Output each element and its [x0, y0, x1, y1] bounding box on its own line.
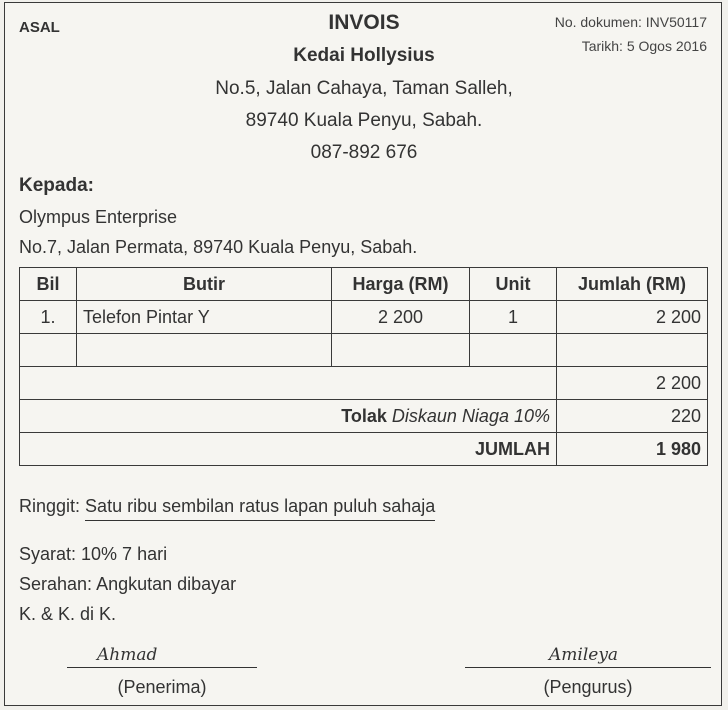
discount-prefix: Tolak	[341, 405, 387, 426]
row-butir: Telefon Pintar Y	[77, 301, 332, 334]
manager-signature: Amileya	[549, 645, 619, 665]
discount-label-cell	[20, 400, 557, 433]
document-number: No. dokumen: INV50117	[554, 14, 707, 30]
items-table	[19, 267, 708, 466]
subtotal-row	[20, 367, 708, 400]
terms-serahan: Serahan: Angkutan dibayar	[19, 574, 237, 594]
invoice-title: INVOIS	[328, 11, 400, 34]
table-row-empty	[20, 334, 708, 367]
receiver-signature: Ahmad	[97, 645, 158, 665]
shop-name: Kedai Hollysius	[293, 45, 435, 66]
subtotal-value: 2 200	[557, 367, 708, 400]
header-butir: Butir	[77, 268, 332, 301]
row-unit: 1	[470, 301, 557, 334]
discount-label: Diskaun Niaga 10%	[391, 405, 550, 426]
receiver-role: (Penerima)	[117, 677, 207, 697]
discount-value: 220	[557, 400, 708, 433]
terms-syarat: Syarat: 10% 7 hari	[19, 544, 168, 564]
recipient-address: No.7, Jalan Permata, 89740 Kuala Penyu, Sabah.	[19, 237, 418, 257]
manager-signature-line	[465, 667, 711, 668]
shop-address-line-2: 89740 Kuala Penyu, Sabah.	[245, 110, 483, 131]
amount-words-value: Satu ribu sembilan ratus lapan puluh sahaja	[85, 496, 435, 521]
shop-address-line-1: No.5, Jalan Cahaya, Taman Salleh,	[215, 78, 513, 99]
total-label: JUMLAH	[20, 433, 557, 466]
table-row	[20, 301, 708, 334]
header-bil: Bil	[20, 268, 77, 301]
empty-cell	[77, 334, 332, 367]
invoice-date: Tarikh: 5 Ogos 2016	[581, 38, 707, 54]
copy-label: ASAL	[19, 19, 60, 36]
amount-words-label: Ringgit:	[19, 496, 81, 516]
subtotal-label-cell	[20, 367, 557, 400]
recipient-label: Kepada:	[19, 175, 94, 196]
header-jumlah: Jumlah (RM)	[557, 268, 708, 301]
row-harga: 2 200	[332, 301, 470, 334]
empty-cell	[470, 334, 557, 367]
total-value: 1 980	[557, 433, 708, 466]
discount-row	[20, 400, 708, 433]
recipient-name: Olympus Enterprise	[19, 207, 178, 227]
header-harga: Harga (RM)	[332, 268, 470, 301]
row-jumlah: 2 200	[557, 301, 708, 334]
receiver-signature-line	[67, 667, 257, 668]
manager-role: (Pengurus)	[543, 677, 633, 697]
empty-cell	[557, 334, 708, 367]
total-row	[20, 433, 708, 466]
shop-phone: 087-892 676	[310, 142, 418, 163]
terms-kk: K. & K. di K.	[19, 604, 117, 624]
empty-cell	[332, 334, 470, 367]
header-unit: Unit	[470, 268, 557, 301]
empty-cell	[20, 334, 77, 367]
row-bil: 1.	[20, 301, 77, 334]
amount-in-words	[19, 496, 435, 517]
invoice-sheet	[4, 2, 722, 706]
table-header-row	[20, 268, 708, 301]
